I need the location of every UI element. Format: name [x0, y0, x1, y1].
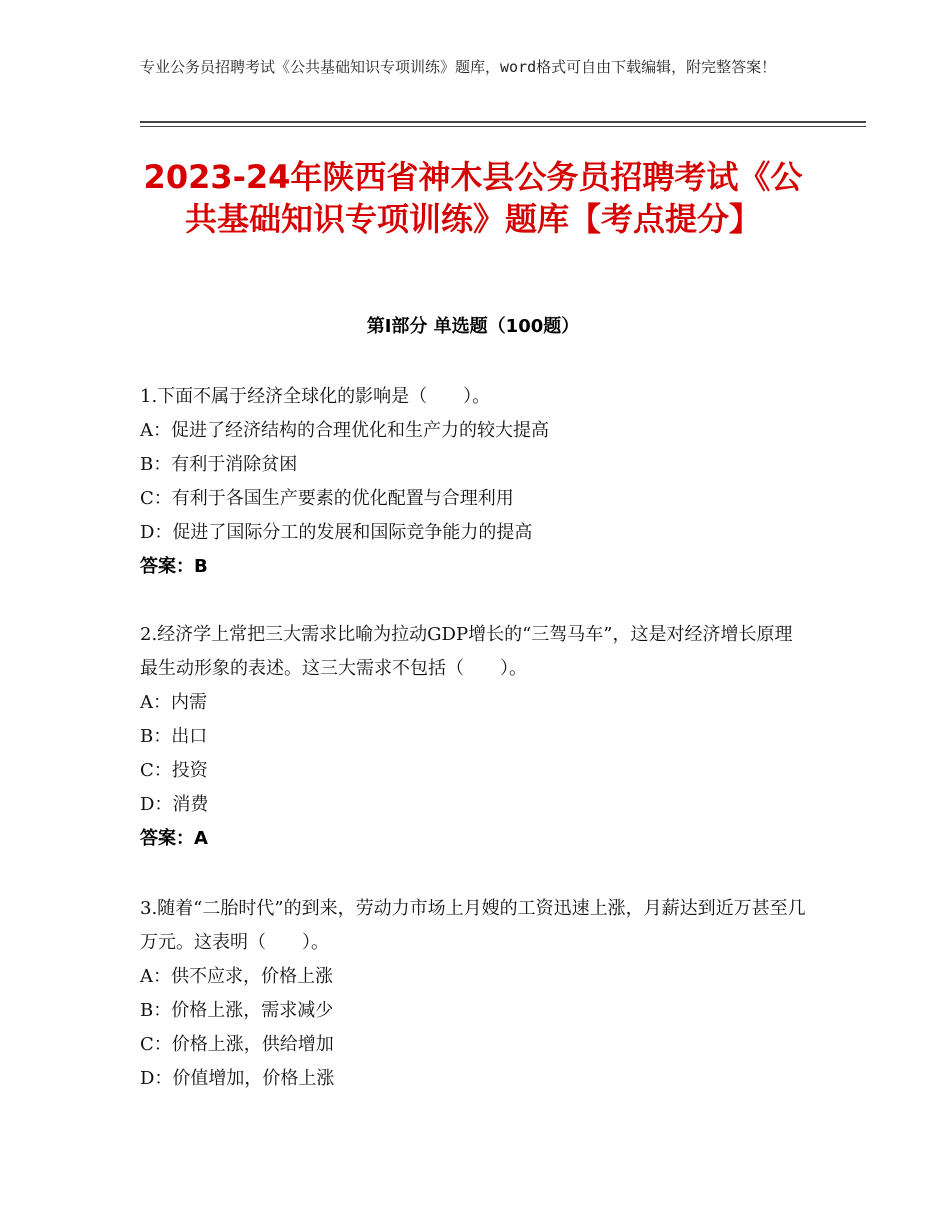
option-c: C：价格上涨，供给增加 [140, 1034, 334, 1055]
question-stem: 1.下面不属于经济全球化的影响是（ ）。 [140, 386, 491, 407]
question-3 [140, 892, 810, 1096]
option-a: A：促进了经济结构的合理优化和生产力的较大提高 [140, 420, 549, 441]
question-stem: 3.随着“二胎时代”的到来，劳动力市场上月嫂的工资迅速上涨，月薪达到近万甚至几万元。这表明（ ）。 [140, 898, 806, 953]
answer-label: 答案：A [140, 828, 208, 849]
option-b: B：出口 [140, 726, 208, 747]
section-heading: 第Ⅰ部分 单选题（100题） [366, 316, 580, 337]
header-note: 专业公务员招聘考试《公共基础知识专项训练》题库，word格式可自由下载编辑，附完整答案！ [140, 58, 777, 76]
option-b: B：有利于消除贫困 [140, 454, 298, 475]
option-a: A：供不应求，价格上涨 [140, 966, 333, 987]
option-d: D：消费 [140, 794, 209, 815]
option-d: D：促进了国际分工的发展和国际竞争能力的提高 [140, 522, 533, 543]
question-2 [140, 618, 810, 856]
option-c: C：投资 [140, 760, 208, 781]
question-1 [140, 380, 810, 584]
option-d: D：价值增加，价格上涨 [140, 1068, 335, 1089]
header-divider-thin [140, 126, 866, 127]
question-stem: 2.经济学上常把三大需求比喻为拉动GDP增长的“三驾马车”，这是对经济增长原理最生动形象的表述。这三大需求不包括（ ）。 [140, 624, 793, 679]
document-title: 2023-24年陕西省神木县公务员招聘考试《公共基础知识专项训练》题库【考点提分】 [143, 158, 803, 238]
option-b: B：价格上涨，需求减少 [140, 1000, 334, 1021]
header-divider-thick [140, 121, 866, 123]
answer-label: 答案：B [140, 556, 208, 577]
option-c: C：有利于各国生产要素的优化配置与合理利用 [140, 488, 514, 509]
option-a: A：内需 [140, 692, 207, 713]
